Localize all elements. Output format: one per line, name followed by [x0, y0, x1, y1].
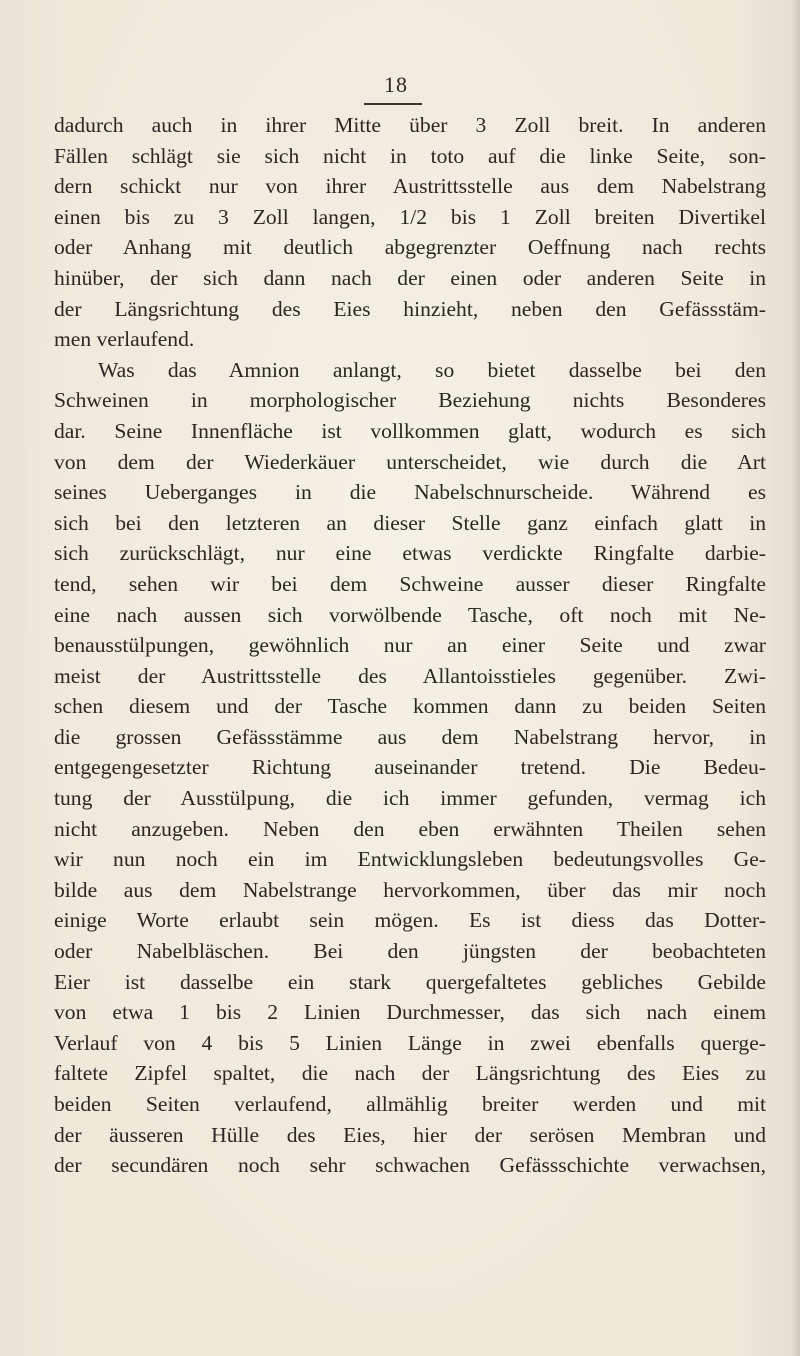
body-text: [54, 110, 766, 1181]
text-line: von etwa 1 bis 2 Linien Durchmesser, das sich nach einem: [54, 1000, 766, 1025]
text-line: sich zurückschlägt, nur eine etwas verdickte Ringfalte darbie-: [54, 541, 766, 566]
text-line: dadurch auch in ihrer Mitte über 3 Zoll breit. In anderen: [54, 113, 766, 137]
text-line: schen diesem und der Tasche kommen dann zu beiden Seiten: [54, 694, 766, 719]
text-line: nicht anzugeben. Neben den eben erwähnten Theilen sehen: [54, 816, 766, 841]
text-line: oder Nabelbläschen. Bei den jüngsten der beobachteten: [54, 939, 766, 964]
text-line: einige Worte erlaubt sein mögen. Es ist diess das Dotter-: [54, 908, 766, 933]
text-line: men verlaufend.: [54, 327, 195, 352]
text-line: eine nach aussen sich vorwölbende Tasche, oft noch mit Ne-: [54, 602, 766, 627]
text-line: wir nun noch ein im Entwicklungsleben bedeutungsvolles Ge-: [54, 847, 766, 872]
page-edge-shadow: [792, 0, 800, 1356]
text-line: entgegengesetzter Richtung auseinander tretend. Die Bedeu-: [54, 755, 766, 780]
page-number: 18: [384, 72, 408, 97]
page-number-underline: [364, 103, 422, 105]
text-line: der secundären noch sehr schwachen Gefässschichte verwachsen,: [54, 1153, 766, 1178]
text-line: einen bis zu 3 Zoll langen, 1/2 bis 1 Zoll breiten Divertikel: [54, 204, 766, 229]
text-line: benausstülpungen, gewöhnlich nur an einer Seite und zwar: [54, 633, 766, 658]
text-line: Verlauf von 4 bis 5 Linien Länge in zwei ebenfalls querge-: [54, 1030, 766, 1055]
text-line: hinüber, der sich dann nach der einen oder anderen Seite in: [54, 265, 766, 290]
text-line: sich bei den letzteren an dieser Stelle ganz einfach glatt in: [54, 510, 766, 535]
text-line: dar. Seine Innenfläche ist vollkommen glatt, wodurch es sich: [54, 418, 766, 443]
text-line: faltete Zipfel spaltet, die nach der Längsrichtung des Eies zu: [54, 1061, 766, 1086]
text-line: dern schickt nur von ihrer Austrittsstelle aus dem Nabelstrang: [54, 174, 766, 199]
text-line: Eier ist dasselbe ein stark quergefaltetes gebliches Gebilde: [54, 969, 766, 994]
text-line: tung der Ausstülpung, die ich immer gefunden, vermag ich: [54, 786, 766, 811]
text-line: Fällen schlägt sie sich nicht in toto auf die linke Seite, son-: [54, 143, 766, 168]
text-line: von dem der Wiederkäuer unterscheidet, wie durch die Art: [54, 449, 766, 474]
text-line: tend, sehen wir bei dem Schweine ausser dieser Ringfalte: [54, 571, 766, 596]
text-line: Schweinen in morphologischer Beziehung nichts Besonderes: [54, 388, 766, 413]
text-line: oder Anhang mit deutlich abgegrenzter Oeffnung nach rechts: [54, 235, 766, 260]
text-line: die grossen Gefässstämme aus dem Nabelstrang hervor, in: [54, 724, 766, 749]
text-line: seines Ueberganges in die Nabelschnurscheide. Während es: [54, 480, 766, 505]
text-line: der Längsrichtung des Eies hinzieht, neben den Gefässstäm-: [54, 296, 766, 321]
text-line: der äusseren Hülle des Eies, hier der serösen Membran und: [54, 1122, 766, 1147]
text-line: bilde aus dem Nabelstrange hervorkommen, über das mir noch: [54, 877, 766, 902]
text-line: meist der Austrittsstelle des Allantoisstieles gegenüber. Zwi-: [54, 663, 766, 688]
text-line: Was das Amnion anlangt, so bietet dasselbe bei den: [98, 357, 766, 382]
text-line: beiden Seiten verlaufend, allmählig breiter werden und mit: [54, 1092, 766, 1116]
